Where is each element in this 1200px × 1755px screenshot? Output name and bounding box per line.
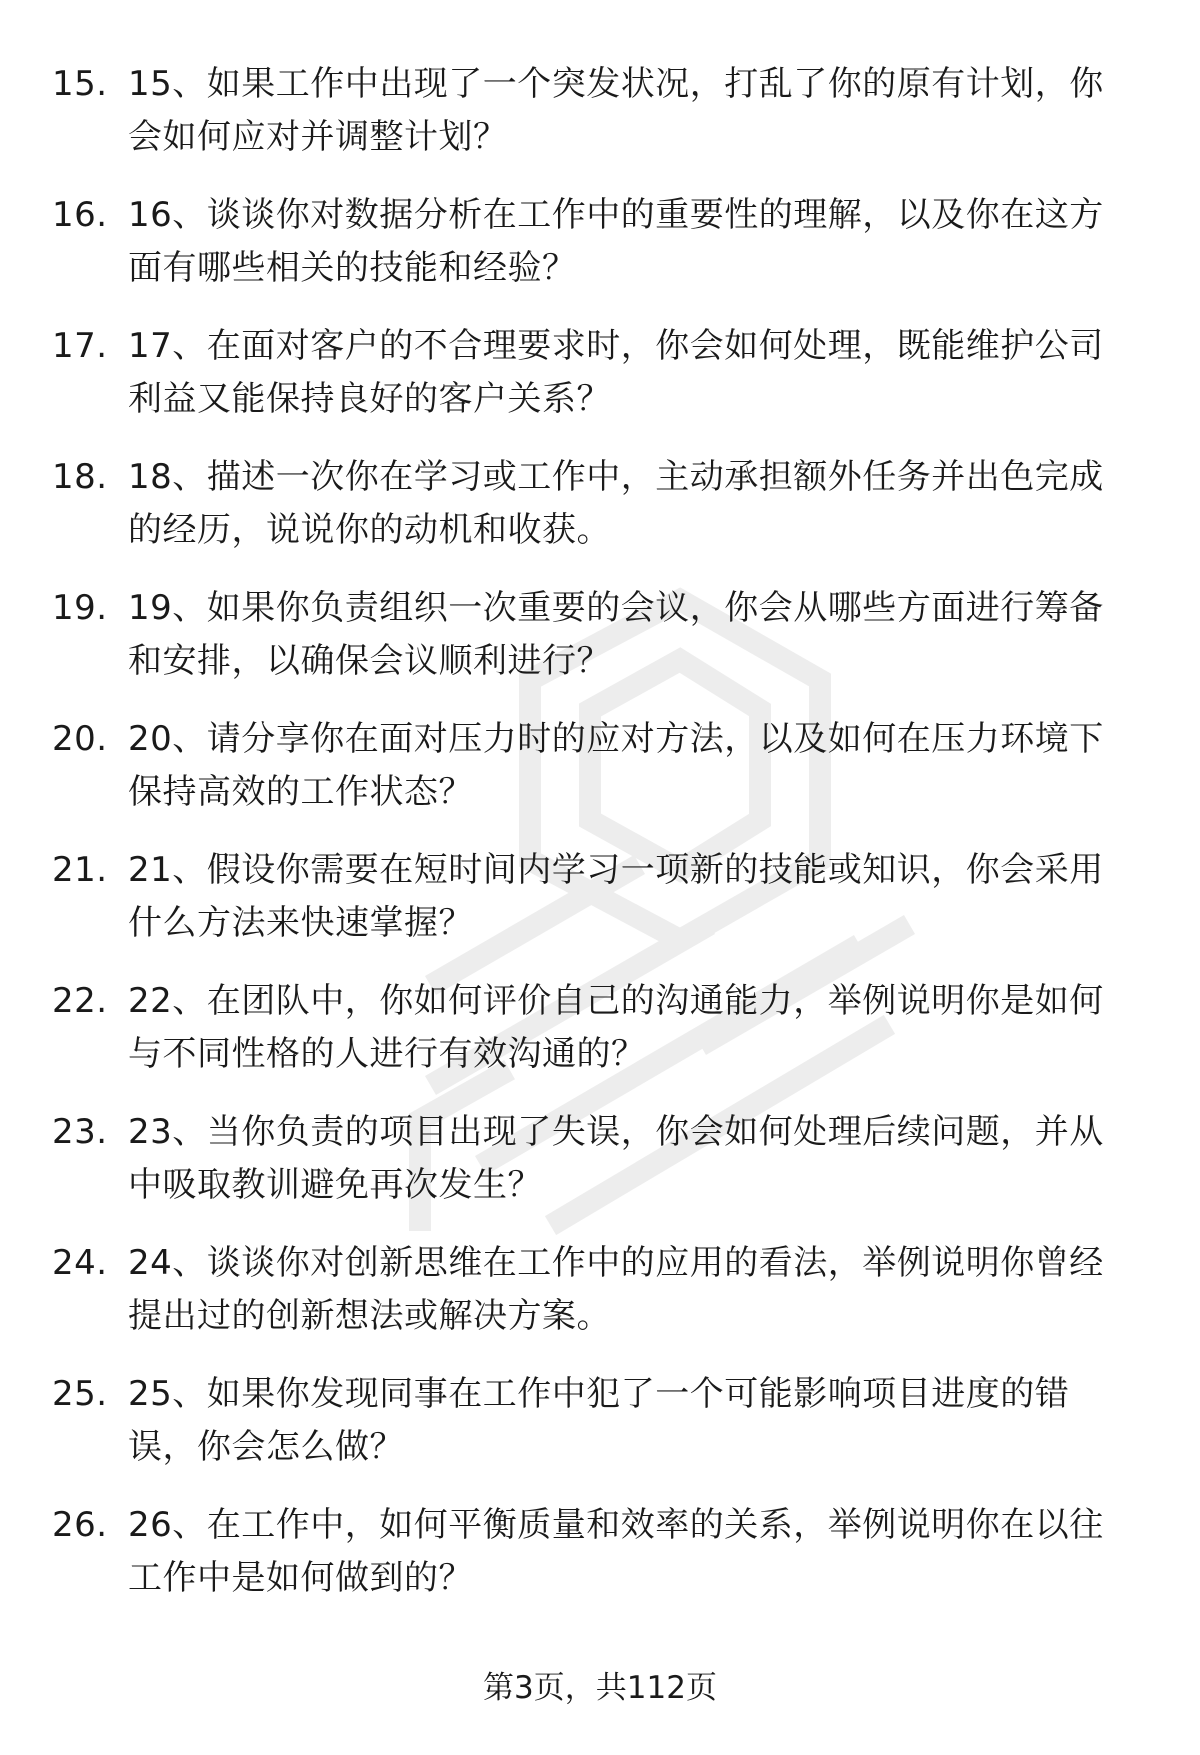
question-text: 19、如果你负责组织一次重要的会议，你会从哪些方面进行筹备和安排，以确保会议顺利进行？ (128, 588, 1104, 681)
list-item (52, 451, 1152, 582)
page-indicator: 第3页，共112页 (483, 1670, 717, 1706)
list-item (52, 713, 1152, 844)
question-number: 19. (52, 588, 108, 628)
question-text: 26、在工作中，如何平衡质量和效率的关系，举例说明你在以往工作中是如何做到的？ (128, 1505, 1104, 1598)
list-item (52, 1499, 1152, 1630)
question-text: 25、如果你发现同事在工作中犯了一个可能影响项目进度的错误，你会怎么做？ (128, 1374, 1070, 1467)
question-text: 22、在团队中，你如何评价自己的沟通能力，举例说明你是如何与不同性格的人进行有效沟通的？ (128, 981, 1104, 1074)
question-list (52, 58, 1152, 1630)
list-item (52, 58, 1152, 189)
question-text: 20、请分享你在面对压力时的应对方法，以及如何在压力环境下保持高效的工作状态？ (128, 719, 1104, 812)
question-number: 15. (52, 64, 108, 104)
question-text: 16、谈谈你对数据分析在工作中的重要性的理解，以及你在这方面有哪些相关的技能和经验？ (128, 195, 1104, 288)
question-text: 24、谈谈你对创新思维在工作中的应用的看法，举例说明你曾经提出过的创新想法或解决方案。 (128, 1243, 1104, 1336)
question-text: 17、在面对客户的不合理要求时，你会如何处理，既能维护公司利益又能保持良好的客户关系？ (128, 326, 1104, 419)
question-number: 17. (52, 326, 108, 366)
question-number: 22. (52, 981, 108, 1021)
question-number: 26. (52, 1505, 108, 1545)
question-text: 21、假设你需要在短时间内学习一项新的技能或知识，你会采用什么方法来快速掌握？ (128, 850, 1104, 943)
list-item (52, 320, 1152, 451)
list-item (52, 1237, 1152, 1368)
question-number: 24. (52, 1243, 108, 1283)
question-text: 15、如果工作中出现了一个突发状况，打乱了你的原有计划，你会如何应对并调整计划？ (128, 64, 1104, 157)
list-item (52, 189, 1152, 320)
list-item (52, 975, 1152, 1106)
question-text: 23、当你负责的项目出现了失误，你会如何处理后续问题，并从中吸取教训避免再次发生？ (128, 1112, 1104, 1205)
question-number: 20. (52, 719, 108, 759)
list-item (52, 1368, 1152, 1499)
question-number: 18. (52, 457, 108, 497)
question-number: 16. (52, 195, 108, 235)
question-number: 23. (52, 1112, 108, 1152)
list-item (52, 844, 1152, 975)
list-item (52, 1106, 1152, 1237)
question-number: 21. (52, 850, 108, 890)
question-number: 25. (52, 1374, 108, 1414)
question-text: 18、描述一次你在学习或工作中，主动承担额外任务并出色完成的经历，说说你的动机和收获。 (128, 457, 1104, 550)
list-item (52, 582, 1152, 713)
